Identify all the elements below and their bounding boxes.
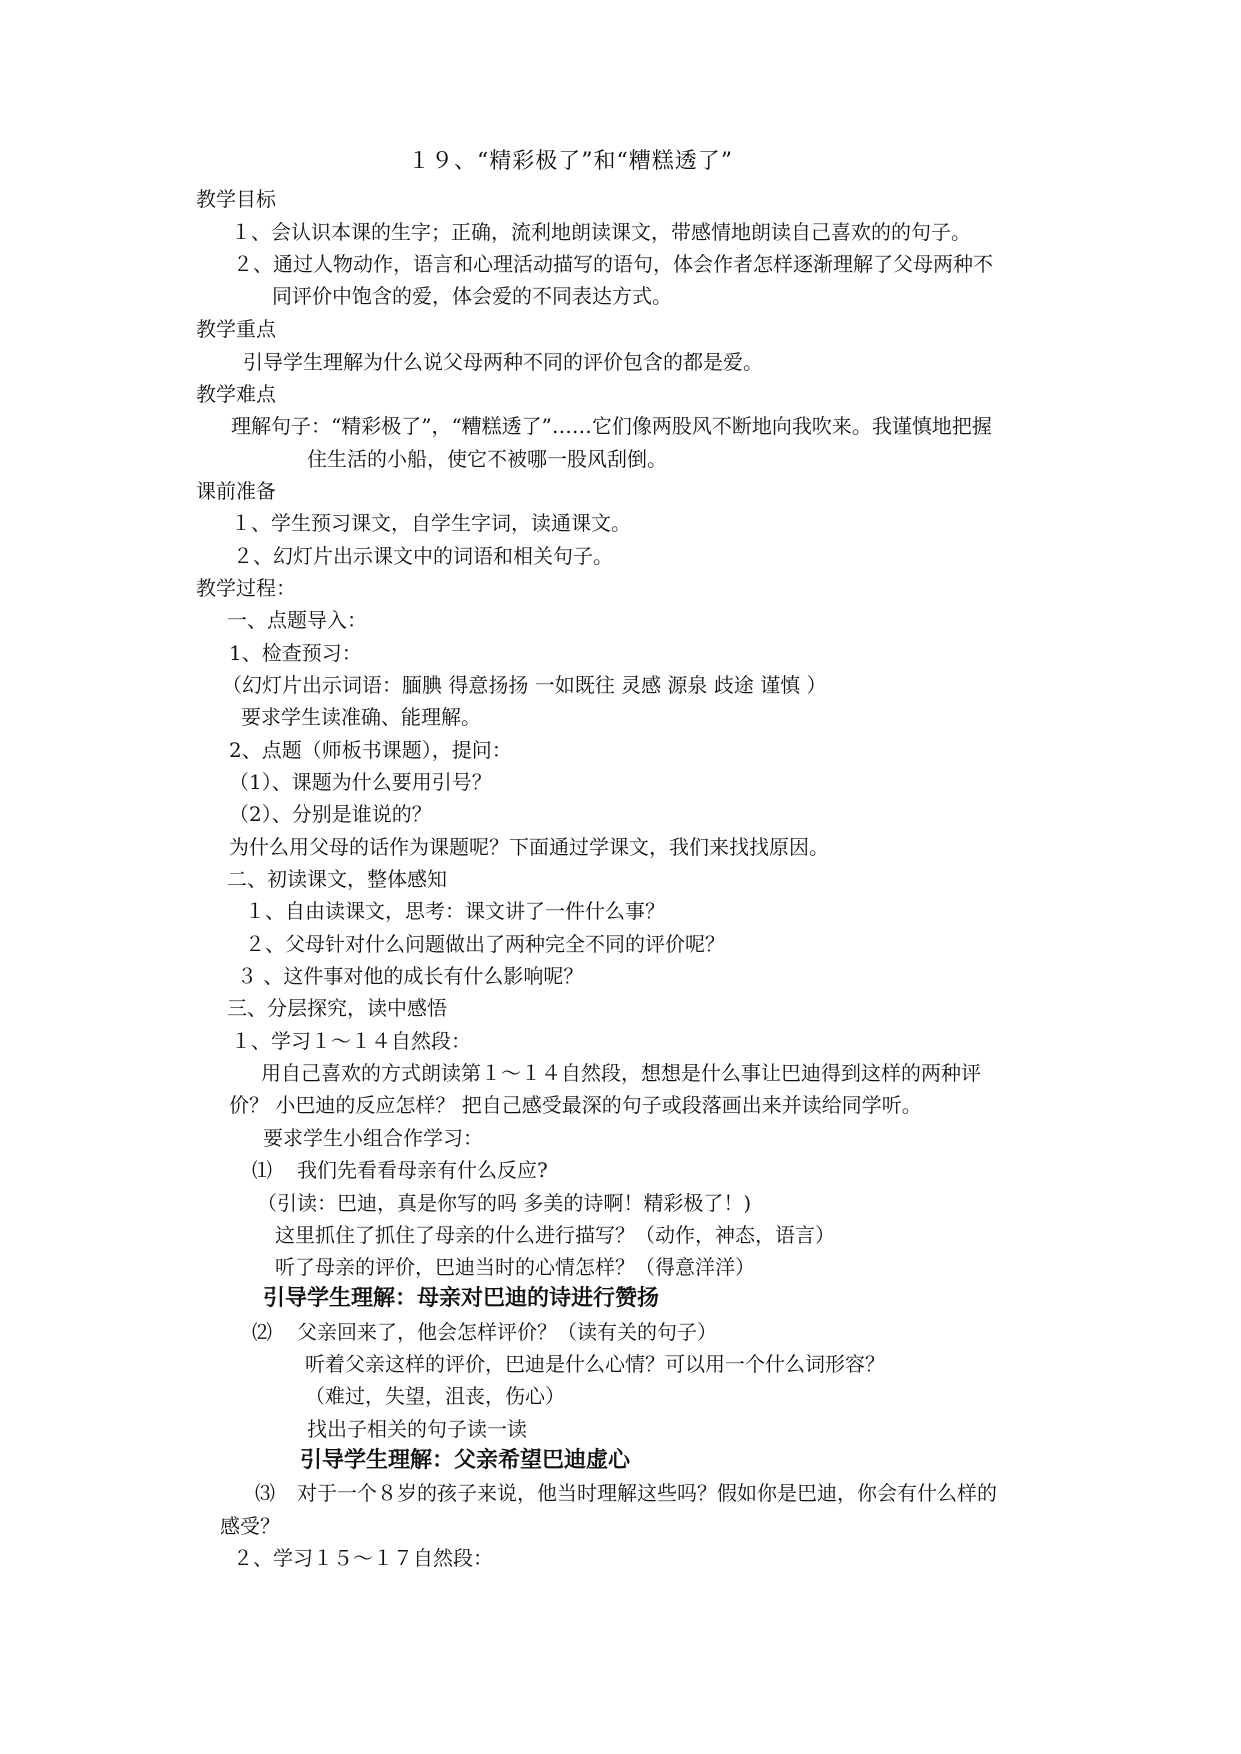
part-3-heading: 三、分层探究，读中感悟: [227, 996, 447, 1020]
father-evaluation-question: 父亲回来了，他会怎样评价？（读有关的句子）: [297, 1320, 717, 1344]
marker-3: ⑶: [255, 1481, 275, 1505]
part-2-heading: 二、初读课文，整体感知: [227, 867, 447, 891]
read-instruction-line-2: 价？ 小巴迪的反应怎样？ 把自己感受最深的句子或段落画出来并读给同学听。: [229, 1093, 922, 1117]
child-understanding-question: 对于一个８岁的孩子来说，他当时理解这些吗？假如你是巴迪，你会有什么样的: [297, 1481, 997, 1505]
preparation-item-1: １、学生预习课文，自学生字词，读通课文。: [231, 511, 631, 535]
question-1: （1）、课题为什么要用引号？: [229, 770, 492, 794]
part-2-item-2: ２、父母针对什么问题做出了两种完全不同的评价呢？: [245, 932, 725, 956]
goal-item-2-line-1: ２、通过人物动作，语言和心理活动描写的语句，体会作者怎样逐渐理解了父母两种不: [233, 252, 993, 276]
marker-1: ⑴: [252, 1158, 272, 1182]
goal-item-2-line-2: 同评价中饱含的爱，体会爱的不同表达方式。: [272, 284, 672, 308]
father-mood-question: 听着父亲这样的评价，巴迪是什么心情？可以用一个什么词形容？: [305, 1352, 885, 1376]
part-1-heading: 一、点题导入：: [227, 608, 367, 632]
mother-description-question: 这里抓住了抓住了母亲的什么进行描写？（动作，神态，语言）: [275, 1223, 835, 1247]
read-instruction-line-1: 用自己喜欢的方式朗读第１～１４自然段，想想是什么事让巴迪得到这样的两种评: [261, 1061, 981, 1085]
difficulty-line-1: 理解句子：“精彩极了”，“糟糕透了”……它们像两股风不断地向我吹来。我谨慎地把握: [231, 414, 992, 438]
mother-reaction-question: 我们先看看母亲有什么反应?: [297, 1158, 548, 1182]
heading-key-point: 教学重点: [196, 317, 276, 341]
mood-words: （难过，失望，沮丧，伤心）: [305, 1384, 565, 1408]
require-read: 要求学生读准确、能理解。: [241, 705, 481, 729]
key-point-text: 引导学生理解为什么说父母两种不同的评价包含的都是爱。: [243, 350, 763, 374]
page-title: １９、“精彩极了”和“糟糕透了”: [408, 149, 733, 174]
check-preview: 1、检查预习：: [229, 641, 362, 665]
guided-reading-mother: （引读：巴迪，真是你写的吗 多美的诗啊！精彩极了！): [257, 1191, 752, 1215]
heading-preparation: 课前准备: [196, 479, 276, 503]
study-paragraphs-15-17: ２、学习１５～１７自然段：: [233, 1546, 493, 1570]
group-study-requirement: 要求学生小组合作学习：: [263, 1126, 483, 1150]
study-paragraphs-1-14: １、学习１～１４自然段：: [231, 1029, 471, 1053]
mother-mood-question: 听了母亲的评价，巴迪当时的心情怎样？（得意洋洋）: [275, 1255, 755, 1279]
difficulty-line-2: 住生活的小船，使它不被哪一股风刮倒。: [307, 447, 667, 471]
part-2-item-1: １、自由读课文，思考：课文讲了一件什么事？: [245, 899, 665, 923]
marker-2: ⑵: [252, 1320, 272, 1344]
preparation-item-2: ２、幻灯片出示课文中的词语和相关句子。: [233, 544, 613, 568]
father-conclusion: 引导学生理解：父亲希望巴迪虚心: [300, 1448, 631, 1473]
heading-difficulty: 教学难点: [196, 382, 276, 406]
goal-item-1: １、会认识本课的生字；正确，流利地朗读课文，带感情地朗读自己喜欢的的句子。: [231, 220, 971, 244]
mother-conclusion: 引导学生理解：母亲对巴迪的诗进行赞扬: [263, 1286, 660, 1311]
why-title: 为什么用父母的话作为课题呢？下面通过学课文，我们来找找原因。: [229, 835, 829, 859]
slide-vocabulary: （幻灯片出示词语：腼腆 得意扬扬 一如既往 灵感 源泉 歧途 谨慎 ）: [222, 673, 827, 697]
heading-teaching-goals: 教学目标: [196, 187, 276, 211]
child-understanding-question-cont: 感受？: [220, 1514, 280, 1538]
question-2: （2）、分别是谁说的？: [229, 802, 432, 826]
heading-process: 教学过程：: [196, 576, 296, 600]
part-2-item-3: ３ 、这件事对他的成长有什么影响呢？: [237, 964, 584, 988]
find-sentences: 找出子相关的句子读一读: [307, 1417, 527, 1441]
topic-question: 2、点题（师板书课题），提问：: [229, 738, 512, 762]
